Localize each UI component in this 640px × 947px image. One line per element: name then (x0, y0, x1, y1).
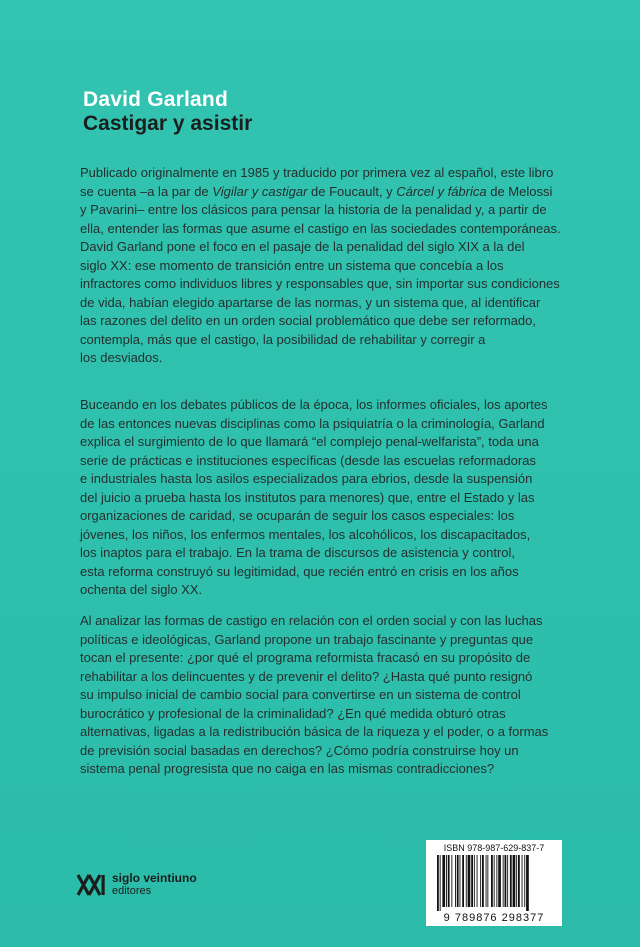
text-segment: de Melossi (486, 183, 553, 199)
barcode-bar (474, 855, 475, 907)
barcode-bars (436, 855, 552, 911)
text-line (80, 183, 580, 202)
text-line: alternativas, ligadas a la redistribución básica de la riqueza y el poder, o a formas (80, 724, 549, 739)
publisher-name: siglo veintiuno (112, 871, 197, 885)
text-line: las razones del delito en un orden social problemático que debe ser reformado, (80, 313, 536, 328)
barcode-bar (518, 855, 520, 907)
barcode-bar (457, 855, 459, 907)
text-segment: se cuenta –a la par de (80, 183, 213, 199)
barcode-bar (516, 855, 517, 907)
barcode-bar (510, 855, 512, 907)
barcode-bar (503, 855, 504, 907)
barcode-bar (468, 855, 471, 907)
author-name: David Garland (83, 88, 228, 111)
text-line: políticas e ideológicas, Garland propone un trabajo fascinante y preguntas que (80, 631, 534, 647)
synopsis-paragraph-1 (80, 164, 580, 368)
text-line: sistema penal progresista que no caiga en las mismas contradicciones? (80, 761, 495, 776)
text-line: infractores como individuos libres y responsables que, sin importar sus condiciones (80, 276, 560, 291)
text-line: e industriales hasta los asilos especializados para ebrios, desde la suspensión (80, 471, 533, 486)
barcode-bar (480, 855, 481, 907)
barcode-bar (446, 855, 447, 907)
synopsis-paragraph-3 (80, 612, 580, 779)
barcode-bar (487, 855, 488, 907)
text-segment: de Foucault, y (307, 183, 397, 199)
barcode-bar (442, 855, 445, 907)
barcode-bar (522, 855, 523, 907)
barcode-bar (466, 855, 467, 907)
text-line: su impulso inicial de cambio social para convertirse en un sistema de control (80, 687, 521, 702)
text-line: esta reforma construyó su legitimidad, que recién entró en crisis en los años (80, 563, 519, 579)
barcode-bar (505, 855, 507, 907)
barcode-bar (460, 855, 461, 907)
barcode-bar (491, 855, 493, 907)
text-line: burocrático y profesional de la criminalidad? ¿En qué medida obturó otras (80, 705, 506, 721)
text-line: de previsión social basadas en derechos? ¿Cómo podría construirse hoy un (80, 742, 519, 758)
barcode-bar (486, 855, 487, 907)
publisher-logo (76, 872, 197, 898)
text-line: de las entonces nuevas disciplinas como la psiquiatría o la criminología, Garland (80, 415, 545, 431)
barcode-bar (471, 855, 473, 907)
text-line: de vida, habían elegido apartarse de las normas, y un sistema que, al identificar (80, 294, 541, 310)
text-line: jóvenes, los niños, los enfermos mentales, los alcohólicos, los discapacitados, (80, 526, 531, 542)
text-line: David Garland pone el foco en el pasaje de la penalidad del siglo XIX a la del (80, 239, 525, 254)
text-line: los desviados. (80, 350, 163, 365)
text-line: ochenta del siglo XX. (80, 582, 203, 597)
barcode-bar (496, 855, 497, 907)
barcode-bar (451, 855, 452, 907)
text-line: siglo XX: ese momento de transición entre un sistema que concebía a los (80, 257, 504, 273)
barcode-bar (477, 855, 478, 907)
text-line: ella, entender las formas que asume el castigo en las sociedades contemporáneas. (80, 220, 561, 236)
text-line: explica el surgimiento de lo que llamará “el complejo penal-welfarista”, toda una (80, 434, 539, 449)
barcode-bar (524, 855, 525, 907)
text-line: organizaciones de caridad, se ocuparán de seguir los casos especiales: los (80, 508, 515, 523)
barcode-bar (507, 855, 508, 907)
publisher-subtitle: editores (112, 885, 152, 897)
text-line: contempla, más que el castigo, la posibilidad de rehabilitar y corregir a (80, 331, 486, 347)
isbn-barcode (426, 840, 562, 926)
book-title: Castigar y asistir (83, 112, 253, 135)
barcode-bar (440, 855, 441, 911)
book-reference-italic: Cárcel y fábrica (396, 183, 487, 199)
text-line: los inaptos para el trabajo. En la trama de discursos de asistencia y control, (80, 545, 516, 560)
text-line: rehabilitar a los delincuentes y de prevenir el delito? ¿Hasta qué punto resignó (80, 668, 533, 684)
barcode-bar (455, 855, 456, 907)
sxxi-logo-icon (76, 872, 106, 898)
synopsis-paragraph-2 (80, 396, 580, 600)
text-line: Al analizar las formas de castigo en relación con el orden social y con las luchas (80, 613, 543, 628)
text-line: Publicado originalmente en 1985 y traducido por primera vez al español, este libro (80, 165, 554, 180)
barcode-bar (437, 855, 439, 911)
barcode-bar (448, 855, 450, 907)
barcode-bar (498, 855, 501, 907)
text-line: Buceando en los debates públicos de la época, los informes oficiales, los aportes (80, 397, 548, 412)
barcode-bar (482, 855, 484, 907)
isbn-label: ISBN 978-987-629-837-7 (443, 843, 545, 853)
barcode-bar (513, 855, 516, 907)
book-reference-italic: Vigilar y castigar (212, 183, 308, 199)
text-line: y Pavarini– entre los clásicos para pensar la historia de la penalidad y, a partir de (80, 202, 547, 217)
text-line: tocan el presente: ¿por qué el programa reformista fracasó en su propósito de (80, 650, 531, 665)
barcode-number: 9 789876 298377 (443, 912, 545, 924)
barcode-bar (494, 855, 495, 907)
barcode-bar (462, 855, 464, 907)
text-line: del juicio a prueba hasta los institutos para menores) que, entre el Estado y las (80, 489, 535, 505)
text-line: serie de prácticas e instituciones específicas (desde las escuelas reformadoras (80, 452, 536, 468)
barcode-bar (526, 855, 529, 911)
